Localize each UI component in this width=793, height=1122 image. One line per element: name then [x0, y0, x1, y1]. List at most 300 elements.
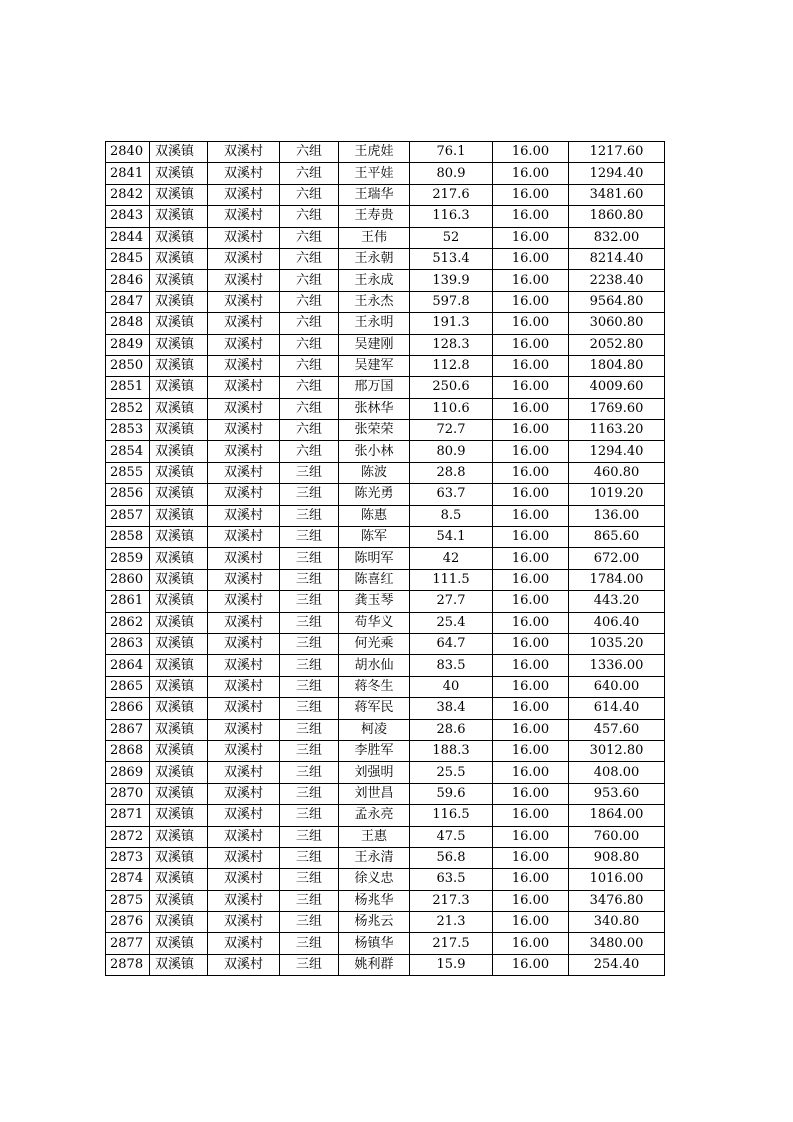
- name-cell: 王永杰: [339, 291, 410, 312]
- name-cell: 杨兆云: [339, 912, 410, 933]
- name-cell: 王永清: [339, 847, 410, 868]
- area-cell: 38.4: [410, 698, 493, 719]
- row-number-cell: 2848: [106, 313, 150, 334]
- group-cell: 三组: [280, 869, 339, 890]
- amount-cell: 614.40: [569, 698, 665, 719]
- area-cell: 191.3: [410, 313, 493, 334]
- name-cell: 王永朝: [339, 248, 410, 269]
- name-cell: 蒋冬生: [339, 676, 410, 697]
- row-number-cell: 2857: [106, 505, 150, 526]
- amount-cell: 1784.00: [569, 569, 665, 590]
- village-cell: 双溪村: [208, 248, 280, 269]
- town-cell: 双溪镇: [150, 163, 208, 184]
- group-cell: 六组: [280, 334, 339, 355]
- table-row: [106, 698, 665, 719]
- unit-price-cell: 16.00: [493, 826, 569, 847]
- table-row: [106, 612, 665, 633]
- area-cell: 47.5: [410, 826, 493, 847]
- village-cell: 双溪村: [208, 633, 280, 654]
- unit-price-cell: 16.00: [493, 912, 569, 933]
- group-cell: 三组: [280, 933, 339, 954]
- table-row: [106, 762, 665, 783]
- town-cell: 双溪镇: [150, 783, 208, 804]
- row-number-cell: 2874: [106, 869, 150, 890]
- table-row: [106, 826, 665, 847]
- town-cell: 双溪镇: [150, 505, 208, 526]
- unit-price-cell: 16.00: [493, 270, 569, 291]
- group-cell: 三组: [280, 655, 339, 676]
- town-cell: 双溪镇: [150, 398, 208, 419]
- amount-cell: 8214.40: [569, 248, 665, 269]
- village-cell: 双溪村: [208, 933, 280, 954]
- group-cell: 三组: [280, 505, 339, 526]
- area-cell: 513.4: [410, 248, 493, 269]
- area-cell: 217.5: [410, 933, 493, 954]
- village-cell: 双溪村: [208, 740, 280, 761]
- group-cell: 三组: [280, 847, 339, 868]
- row-number-cell: 2861: [106, 591, 150, 612]
- unit-price-cell: 16.00: [493, 398, 569, 419]
- row-number-cell: 2877: [106, 933, 150, 954]
- town-cell: 双溪镇: [150, 527, 208, 548]
- unit-price-cell: 16.00: [493, 248, 569, 269]
- unit-price-cell: 16.00: [493, 698, 569, 719]
- table-row: [106, 505, 665, 526]
- village-cell: 双溪村: [208, 698, 280, 719]
- table-row: [106, 740, 665, 761]
- table-row: [106, 420, 665, 441]
- table-row: [106, 912, 665, 933]
- town-cell: 双溪镇: [150, 270, 208, 291]
- amount-cell: 9564.80: [569, 291, 665, 312]
- town-cell: 双溪镇: [150, 355, 208, 376]
- amount-cell: 1035.20: [569, 633, 665, 654]
- village-cell: 双溪村: [208, 163, 280, 184]
- town-cell: 双溪镇: [150, 676, 208, 697]
- group-cell: 三组: [280, 527, 339, 548]
- table-row: [106, 248, 665, 269]
- table-row: [106, 398, 665, 419]
- village-cell: 双溪村: [208, 377, 280, 398]
- amount-cell: 408.00: [569, 762, 665, 783]
- group-cell: 三组: [280, 484, 339, 505]
- name-cell: 蒋军民: [339, 698, 410, 719]
- area-cell: 54.1: [410, 527, 493, 548]
- town-cell: 双溪镇: [150, 847, 208, 868]
- name-cell: 陈惠: [339, 505, 410, 526]
- row-number-cell: 2869: [106, 762, 150, 783]
- group-cell: 三组: [280, 912, 339, 933]
- village-cell: 双溪村: [208, 206, 280, 227]
- table-row: [106, 847, 665, 868]
- area-cell: 40: [410, 676, 493, 697]
- name-cell: 徐义忠: [339, 869, 410, 890]
- group-cell: 六组: [280, 206, 339, 227]
- name-cell: 刘强明: [339, 762, 410, 783]
- village-cell: 双溪村: [208, 783, 280, 804]
- town-cell: 双溪镇: [150, 420, 208, 441]
- town-cell: 双溪镇: [150, 633, 208, 654]
- village-cell: 双溪村: [208, 441, 280, 462]
- area-cell: 52: [410, 227, 493, 248]
- unit-price-cell: 16.00: [493, 655, 569, 676]
- group-cell: 三组: [280, 719, 339, 740]
- name-cell: 姚利群: [339, 954, 410, 975]
- row-number-cell: 2863: [106, 633, 150, 654]
- town-cell: 双溪镇: [150, 954, 208, 975]
- area-cell: 111.5: [410, 569, 493, 590]
- area-cell: 72.7: [410, 420, 493, 441]
- group-cell: 三组: [280, 826, 339, 847]
- row-number-cell: 2867: [106, 719, 150, 740]
- amount-cell: 1294.40: [569, 441, 665, 462]
- name-cell: 李胜军: [339, 740, 410, 761]
- town-cell: 双溪镇: [150, 869, 208, 890]
- row-number-cell: 2840: [106, 142, 150, 163]
- area-cell: 80.9: [410, 163, 493, 184]
- table-row: [106, 142, 665, 163]
- name-cell: 王寿贵: [339, 206, 410, 227]
- name-cell: 张小林: [339, 441, 410, 462]
- town-cell: 双溪镇: [150, 248, 208, 269]
- amount-cell: 3481.60: [569, 184, 665, 205]
- unit-price-cell: 16.00: [493, 805, 569, 826]
- row-number-cell: 2860: [106, 569, 150, 590]
- table-row: [106, 676, 665, 697]
- row-number-cell: 2850: [106, 355, 150, 376]
- amount-cell: 908.80: [569, 847, 665, 868]
- table-row: [106, 377, 665, 398]
- table-row: [106, 805, 665, 826]
- name-cell: 张林华: [339, 398, 410, 419]
- unit-price-cell: 16.00: [493, 676, 569, 697]
- row-number-cell: 2851: [106, 377, 150, 398]
- row-number-cell: 2842: [106, 184, 150, 205]
- area-cell: 21.3: [410, 912, 493, 933]
- name-cell: 刘世昌: [339, 783, 410, 804]
- unit-price-cell: 16.00: [493, 612, 569, 633]
- amount-cell: 953.60: [569, 783, 665, 804]
- group-cell: 六组: [280, 248, 339, 269]
- table-row: [106, 206, 665, 227]
- amount-cell: 2238.40: [569, 270, 665, 291]
- unit-price-cell: 16.00: [493, 420, 569, 441]
- unit-price-cell: 16.00: [493, 890, 569, 911]
- area-cell: 116.3: [410, 206, 493, 227]
- row-number-cell: 2872: [106, 826, 150, 847]
- group-cell: 三组: [280, 548, 339, 569]
- table-row: [106, 633, 665, 654]
- area-cell: 80.9: [410, 441, 493, 462]
- unit-price-cell: 16.00: [493, 933, 569, 954]
- area-cell: 128.3: [410, 334, 493, 355]
- village-cell: 双溪村: [208, 462, 280, 483]
- group-cell: 三组: [280, 633, 339, 654]
- group-cell: 三组: [280, 954, 339, 975]
- group-cell: 六组: [280, 313, 339, 334]
- row-number-cell: 2843: [106, 206, 150, 227]
- amount-cell: 1804.80: [569, 355, 665, 376]
- area-cell: 116.5: [410, 805, 493, 826]
- group-cell: 三组: [280, 569, 339, 590]
- row-number-cell: 2866: [106, 698, 150, 719]
- table-row: [106, 163, 665, 184]
- table-row: [106, 334, 665, 355]
- table-row: [106, 270, 665, 291]
- town-cell: 双溪镇: [150, 291, 208, 312]
- unit-price-cell: 16.00: [493, 954, 569, 975]
- name-cell: 吴建军: [339, 355, 410, 376]
- name-cell: 胡水仙: [339, 655, 410, 676]
- table-row: [106, 484, 665, 505]
- group-cell: 六组: [280, 163, 339, 184]
- row-number-cell: 2845: [106, 248, 150, 269]
- amount-cell: 443.20: [569, 591, 665, 612]
- area-cell: 217.3: [410, 890, 493, 911]
- amount-cell: 640.00: [569, 676, 665, 697]
- area-cell: 25.5: [410, 762, 493, 783]
- name-cell: 吴建刚: [339, 334, 410, 355]
- name-cell: 王伟: [339, 227, 410, 248]
- table-row: [106, 527, 665, 548]
- row-number-cell: 2862: [106, 612, 150, 633]
- town-cell: 双溪镇: [150, 826, 208, 847]
- village-cell: 双溪村: [208, 527, 280, 548]
- group-cell: 三组: [280, 890, 339, 911]
- town-cell: 双溪镇: [150, 462, 208, 483]
- town-cell: 双溪镇: [150, 740, 208, 761]
- village-cell: 双溪村: [208, 847, 280, 868]
- village-cell: 双溪村: [208, 569, 280, 590]
- row-number-cell: 2847: [106, 291, 150, 312]
- village-cell: 双溪村: [208, 591, 280, 612]
- village-cell: 双溪村: [208, 954, 280, 975]
- unit-price-cell: 16.00: [493, 313, 569, 334]
- village-cell: 双溪村: [208, 420, 280, 441]
- group-cell: 三组: [280, 462, 339, 483]
- group-cell: 三组: [280, 805, 339, 826]
- name-cell: 陈军: [339, 527, 410, 548]
- row-number-cell: 2846: [106, 270, 150, 291]
- unit-price-cell: 16.00: [493, 377, 569, 398]
- amount-cell: 1016.00: [569, 869, 665, 890]
- village-cell: 双溪村: [208, 291, 280, 312]
- row-number-cell: 2865: [106, 676, 150, 697]
- village-cell: 双溪村: [208, 762, 280, 783]
- village-cell: 双溪村: [208, 484, 280, 505]
- amount-cell: 1217.60: [569, 142, 665, 163]
- unit-price-cell: 16.00: [493, 569, 569, 590]
- town-cell: 双溪镇: [150, 698, 208, 719]
- amount-cell: 1163.20: [569, 420, 665, 441]
- table-row: [106, 655, 665, 676]
- name-cell: 杨镇华: [339, 933, 410, 954]
- group-cell: 六组: [280, 441, 339, 462]
- town-cell: 双溪镇: [150, 313, 208, 334]
- name-cell: 王平娃: [339, 163, 410, 184]
- unit-price-cell: 16.00: [493, 163, 569, 184]
- name-cell: 陈波: [339, 462, 410, 483]
- village-cell: 双溪村: [208, 826, 280, 847]
- area-cell: 15.9: [410, 954, 493, 975]
- town-cell: 双溪镇: [150, 890, 208, 911]
- amount-cell: 460.80: [569, 462, 665, 483]
- town-cell: 双溪镇: [150, 334, 208, 355]
- row-number-cell: 2855: [106, 462, 150, 483]
- unit-price-cell: 16.00: [493, 334, 569, 355]
- unit-price-cell: 16.00: [493, 762, 569, 783]
- group-cell: 六组: [280, 355, 339, 376]
- name-cell: 孟永亮: [339, 805, 410, 826]
- unit-price-cell: 16.00: [493, 719, 569, 740]
- unit-price-cell: 16.00: [493, 206, 569, 227]
- area-cell: 56.8: [410, 847, 493, 868]
- row-number-cell: 2864: [106, 655, 150, 676]
- table-row: [106, 890, 665, 911]
- village-cell: 双溪村: [208, 805, 280, 826]
- town-cell: 双溪镇: [150, 227, 208, 248]
- town-cell: 双溪镇: [150, 484, 208, 505]
- village-cell: 双溪村: [208, 398, 280, 419]
- group-cell: 三组: [280, 783, 339, 804]
- group-cell: 六组: [280, 184, 339, 205]
- area-cell: 8.5: [410, 505, 493, 526]
- area-cell: 250.6: [410, 377, 493, 398]
- name-cell: 何光乘: [339, 633, 410, 654]
- area-cell: 63.5: [410, 869, 493, 890]
- village-cell: 双溪村: [208, 313, 280, 334]
- table-row: [106, 355, 665, 376]
- unit-price-cell: 16.00: [493, 740, 569, 761]
- town-cell: 双溪镇: [150, 441, 208, 462]
- unit-price-cell: 16.00: [493, 633, 569, 654]
- amount-cell: 760.00: [569, 826, 665, 847]
- amount-cell: 865.60: [569, 527, 665, 548]
- village-cell: 双溪村: [208, 612, 280, 633]
- group-cell: 六组: [280, 377, 339, 398]
- amount-cell: 136.00: [569, 505, 665, 526]
- row-number-cell: 2854: [106, 441, 150, 462]
- group-cell: 三组: [280, 612, 339, 633]
- town-cell: 双溪镇: [150, 805, 208, 826]
- name-cell: 陈喜红: [339, 569, 410, 590]
- group-cell: 三组: [280, 698, 339, 719]
- area-cell: 76.1: [410, 142, 493, 163]
- name-cell: 王虎娃: [339, 142, 410, 163]
- data-table: [105, 141, 665, 976]
- row-number-cell: 2849: [106, 334, 150, 355]
- amount-cell: 1860.80: [569, 206, 665, 227]
- table-row: [106, 184, 665, 205]
- unit-price-cell: 16.00: [493, 227, 569, 248]
- amount-cell: 3476.80: [569, 890, 665, 911]
- amount-cell: 3012.80: [569, 740, 665, 761]
- village-cell: 双溪村: [208, 655, 280, 676]
- row-number-cell: 2876: [106, 912, 150, 933]
- unit-price-cell: 16.00: [493, 355, 569, 376]
- name-cell: 王瑞华: [339, 184, 410, 205]
- unit-price-cell: 16.00: [493, 291, 569, 312]
- area-cell: 188.3: [410, 740, 493, 761]
- unit-price-cell: 16.00: [493, 548, 569, 569]
- area-cell: 83.5: [410, 655, 493, 676]
- town-cell: 双溪镇: [150, 655, 208, 676]
- amount-cell: 672.00: [569, 548, 665, 569]
- row-number-cell: 2856: [106, 484, 150, 505]
- row-number-cell: 2858: [106, 527, 150, 548]
- unit-price-cell: 16.00: [493, 847, 569, 868]
- unit-price-cell: 16.00: [493, 783, 569, 804]
- unit-price-cell: 16.00: [493, 484, 569, 505]
- table-row: [106, 441, 665, 462]
- amount-cell: 4009.60: [569, 377, 665, 398]
- unit-price-cell: 16.00: [493, 505, 569, 526]
- table-row: [106, 548, 665, 569]
- table-row: [106, 783, 665, 804]
- amount-cell: 3480.00: [569, 933, 665, 954]
- town-cell: 双溪镇: [150, 719, 208, 740]
- amount-cell: 3060.80: [569, 313, 665, 334]
- row-number-cell: 2870: [106, 783, 150, 804]
- town-cell: 双溪镇: [150, 612, 208, 633]
- group-cell: 三组: [280, 591, 339, 612]
- village-cell: 双溪村: [208, 869, 280, 890]
- area-cell: 28.6: [410, 719, 493, 740]
- town-cell: 双溪镇: [150, 184, 208, 205]
- table-row: [106, 591, 665, 612]
- table-row: [106, 227, 665, 248]
- unit-price-cell: 16.00: [493, 869, 569, 890]
- town-cell: 双溪镇: [150, 912, 208, 933]
- name-cell: 陈光勇: [339, 484, 410, 505]
- town-cell: 双溪镇: [150, 762, 208, 783]
- unit-price-cell: 16.00: [493, 184, 569, 205]
- group-cell: 三组: [280, 676, 339, 697]
- unit-price-cell: 16.00: [493, 527, 569, 548]
- name-cell: 陈明军: [339, 548, 410, 569]
- village-cell: 双溪村: [208, 227, 280, 248]
- area-cell: 42: [410, 548, 493, 569]
- area-cell: 28.8: [410, 462, 493, 483]
- table-row: [106, 569, 665, 590]
- row-number-cell: 2868: [106, 740, 150, 761]
- village-cell: 双溪村: [208, 270, 280, 291]
- row-number-cell: 2852: [106, 398, 150, 419]
- village-cell: 双溪村: [208, 184, 280, 205]
- name-cell: 张荣荣: [339, 420, 410, 441]
- town-cell: 双溪镇: [150, 933, 208, 954]
- table-row: [106, 933, 665, 954]
- group-cell: 六组: [280, 270, 339, 291]
- village-cell: 双溪村: [208, 890, 280, 911]
- amount-cell: 2052.80: [569, 334, 665, 355]
- area-cell: 27.7: [410, 591, 493, 612]
- amount-cell: 1336.00: [569, 655, 665, 676]
- amount-cell: 1769.60: [569, 398, 665, 419]
- row-number-cell: 2875: [106, 890, 150, 911]
- town-cell: 双溪镇: [150, 377, 208, 398]
- area-cell: 64.7: [410, 633, 493, 654]
- row-number-cell: 2853: [106, 420, 150, 441]
- town-cell: 双溪镇: [150, 569, 208, 590]
- table-row: [106, 869, 665, 890]
- table-row: [106, 462, 665, 483]
- amount-cell: 406.40: [569, 612, 665, 633]
- amount-cell: 1294.40: [569, 163, 665, 184]
- unit-price-cell: 16.00: [493, 591, 569, 612]
- group-cell: 三组: [280, 762, 339, 783]
- amount-cell: 1019.20: [569, 484, 665, 505]
